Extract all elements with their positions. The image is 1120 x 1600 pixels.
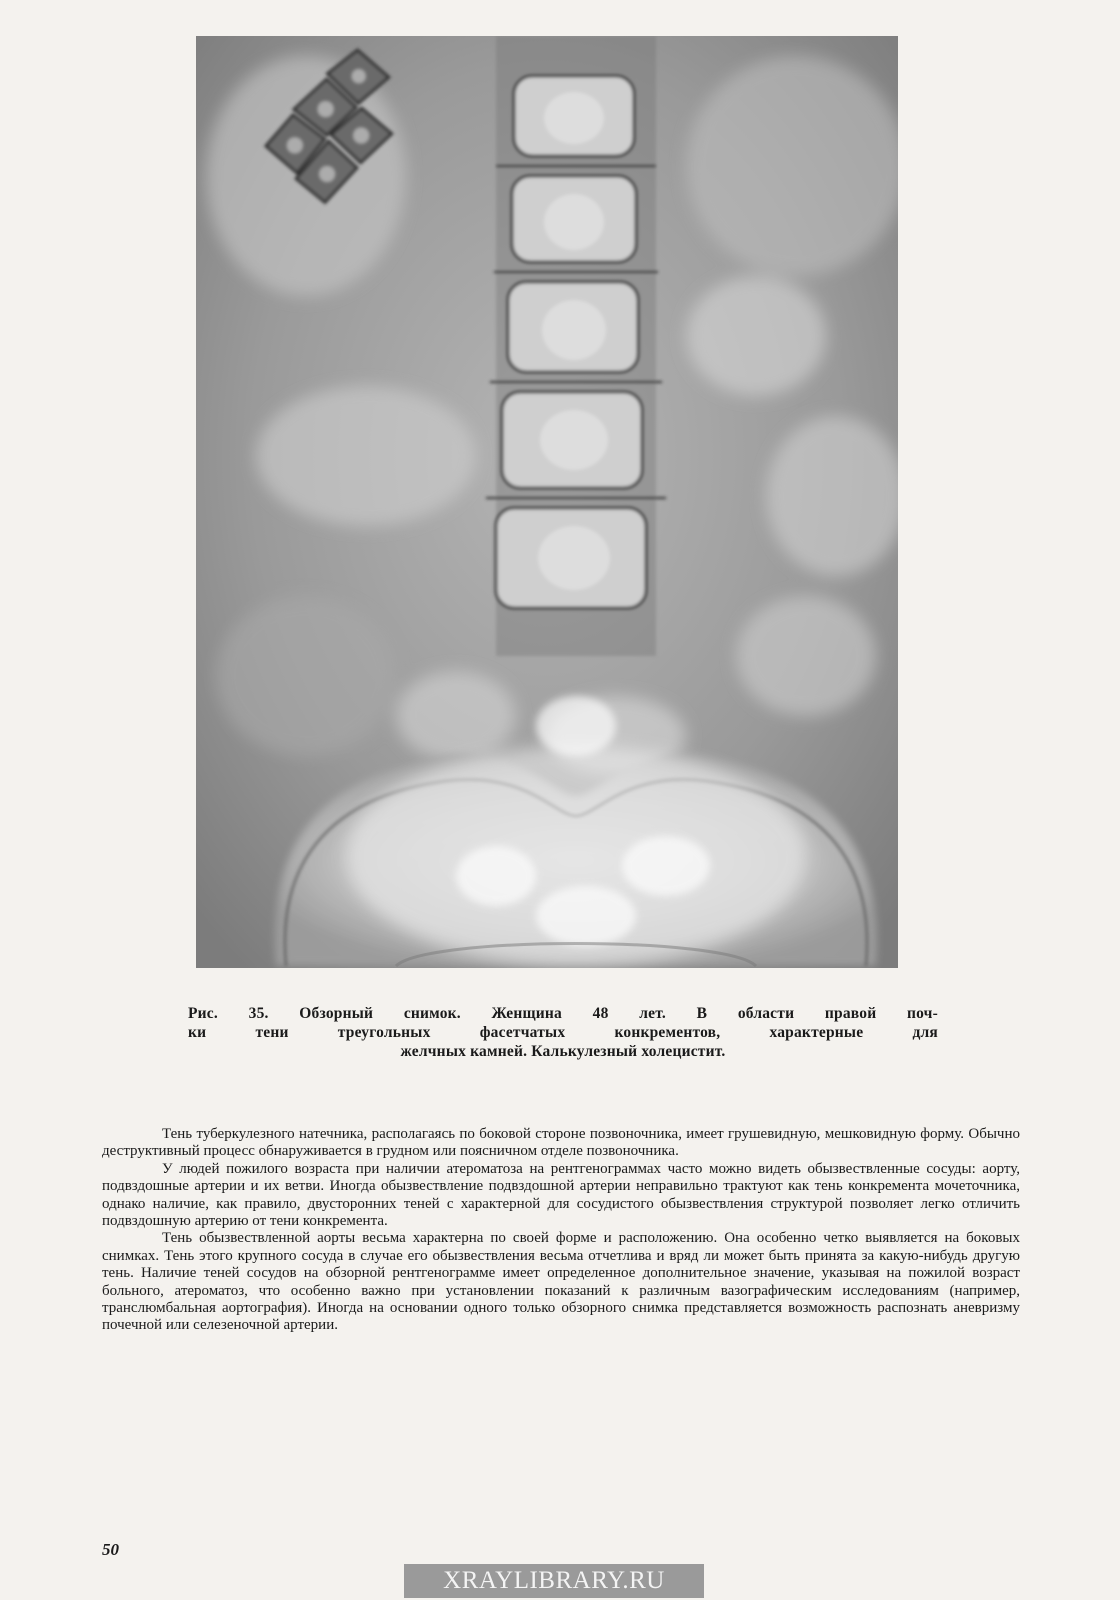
paragraph-1: Тень туберкулезного натечника, располагаясь по боковой стороне позвоночника, имеет грушевидную, мешковидную форму. Обычно деструктивный процесс обнаруживается в грудном или поясничном отделе позвоночника.	[102, 1126, 1020, 1160]
xray-figure	[196, 36, 898, 968]
body-text	[102, 1126, 1020, 1335]
paragraph-2: У людей пожилого возраста при наличии атероматоза на рентгенограммах часто можно видеть обызвествленные сосуды: аорту, подвздошные артерии и их ветви. Иногда обызвествление подвздошной артерии неправильно трактуют как тень конкремента мочеточника, однако наличие, как правило, двусторонних теней с характерной для сосудистого обызвествления структурой позволяет легко отличить подвздошную артерию от тени конкремента.	[102, 1160, 1020, 1230]
caption-line-1: Рис. 35. Обзорный снимок. Женщина 48 лет. В области правой поч-	[188, 1005, 938, 1022]
caption-line-3: желчных камней. Калькулезный холецистит.	[400, 1043, 726, 1060]
caption-line-2: ки тени треугольных фасетчатых конкрементов, характерные для	[188, 1024, 938, 1041]
page-number: 50	[102, 1540, 119, 1559]
watermark: XRAYLIBRARY.RU	[404, 1564, 704, 1598]
paragraph-3: Тень обызвествленной аорты весьма характерна по своей форме и расположению. Она особенно четко выявляется на боковых снимках. Тень этого крупного сосуда в случае его обызвествления весьма отчетлива и вряд ли может быть принята за какую-нибудь другую тень. Наличие теней сосудов на обзорной рентгенограмме имеет определенное дополнительное значение, указывая на пожилой возраст больного, атероматоз, что особенно важно при установлении показаний к различным вазографическим исследованиям (например, транслюмбальная аортография). Иногда на основании одного только обзорного снимка представляется возможность распознать аневризму почечной или селезеночной артерии.	[102, 1230, 1020, 1334]
xray-image	[196, 36, 898, 968]
figure-caption	[188, 1004, 938, 1061]
